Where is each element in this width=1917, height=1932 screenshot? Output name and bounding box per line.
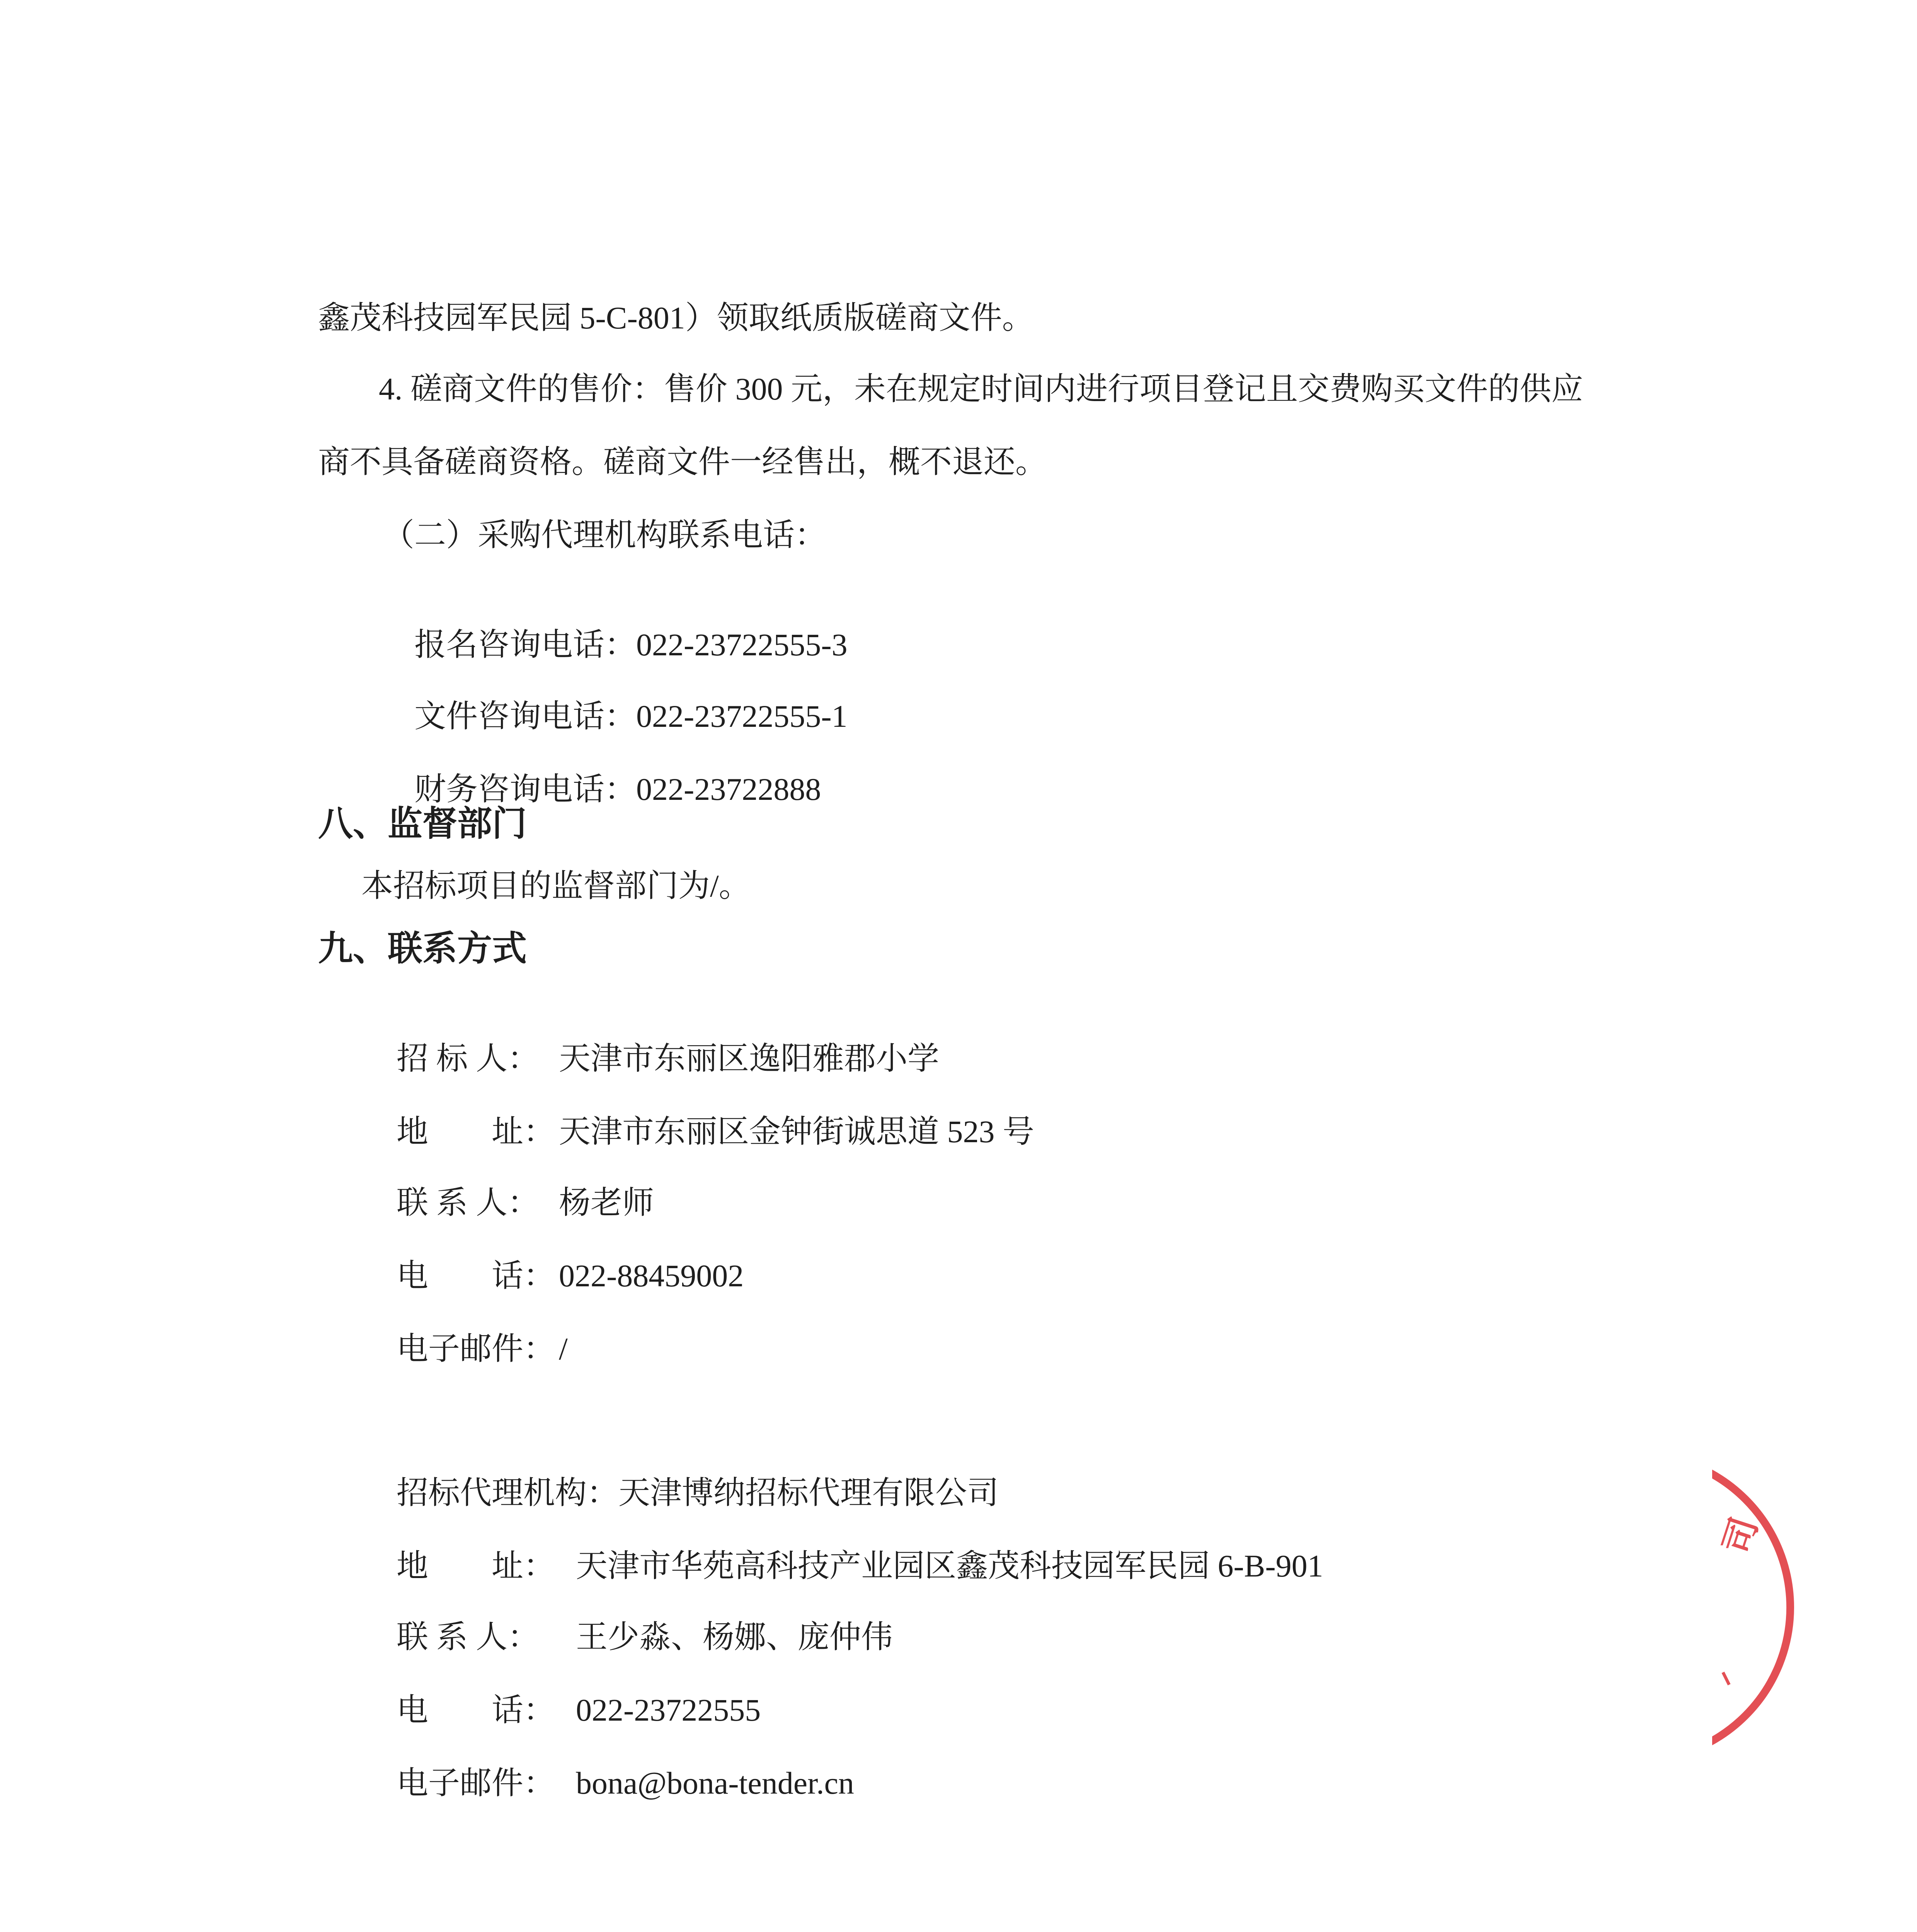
field-label: 招标代理机构： — [397, 1475, 619, 1510]
phone-label: 文件咨询电话： — [414, 699, 637, 734]
item4-no-refund-line: 商不具备磋商资格。磋商文件一经售出，概不退还。 — [318, 444, 1047, 480]
tenderer-row-contact — [365, 1145, 654, 1220]
seam-stamp-mark — [1723, 1672, 1729, 1685]
phone-row-documents — [383, 658, 848, 734]
agency-row-phone — [365, 1652, 761, 1728]
phone-row-finance — [383, 731, 821, 807]
phone-label: 财务咨询电话： — [414, 772, 637, 807]
agency-row-email — [365, 1725, 854, 1801]
field-value: 天津市东丽区逸阳雅郡小学 — [559, 1041, 940, 1076]
field-label: 电 话： — [397, 1692, 555, 1728]
field-value: 天津市东丽区金钟街诚思道 523 号 — [559, 1114, 1035, 1149]
phone-row-registration — [383, 587, 848, 662]
field-label: 招 标 人： — [397, 1041, 540, 1076]
tenderer-row-name — [365, 1001, 940, 1076]
phone-label: 报名咨询电话： — [414, 627, 637, 662]
field-label: 地 址： — [397, 1114, 555, 1149]
tenderer-row-phone — [365, 1218, 744, 1293]
agency-row-address — [365, 1508, 1323, 1583]
field-value: bona@bona-tender.cn — [576, 1765, 854, 1801]
section-8-heading: 八、监督部门 — [318, 803, 527, 844]
phone-value: 022-23722555-3 — [636, 627, 848, 662]
phone-value: 022-23722888 — [636, 772, 821, 807]
field-value: / — [559, 1331, 568, 1366]
field-label: 电子邮件： — [397, 1331, 555, 1366]
tenderer-row-address — [365, 1074, 1035, 1149]
item4-price-line: 4. 磋商文件的售价：售价 300 元，未在规定时间内进行项目登记且交费购买文件的供应 — [379, 371, 1583, 406]
field-label: 联 系 人： — [397, 1185, 540, 1220]
agency-phones-subheading: （二）采购代理机构联系电话： — [383, 517, 827, 553]
field-label: 电 话： — [397, 1258, 555, 1293]
agency-row-contacts — [365, 1579, 893, 1655]
seam-stamp-ring — [1712, 1454, 1790, 1760]
supervision-text: 本招标项目的监督部门为/。 — [361, 868, 751, 903]
section-9-heading: 九、联系方式 — [318, 928, 527, 969]
field-value: 杨老师 — [559, 1185, 654, 1220]
field-label: 联 系 人： — [397, 1619, 540, 1655]
field-value: 天津市华苑高科技产业园区鑫茂科技园军民园 6-B-901 — [576, 1548, 1323, 1583]
field-label: 电子邮件： — [397, 1765, 555, 1801]
tenderer-row-email — [365, 1291, 568, 1366]
seam-stamp — [1712, 1430, 1917, 1785]
field-value: 王少淼、杨娜、庞仲伟 — [576, 1619, 893, 1655]
field-value: 022-23722555 — [576, 1692, 761, 1728]
agency-row-name — [365, 1435, 999, 1510]
field-value: 天津博纳招标代理有限公司 — [618, 1475, 999, 1510]
field-label: 地 址： — [397, 1548, 555, 1583]
pickup-location-line: 鑫茂科技园军民园 5-C-801）领取纸质版磋商文件。 — [318, 300, 1034, 335]
seam-stamp-char: 司 — [1715, 1512, 1766, 1559]
phone-value: 022-23722555-1 — [636, 699, 848, 734]
field-value: 022-88459002 — [559, 1258, 744, 1293]
